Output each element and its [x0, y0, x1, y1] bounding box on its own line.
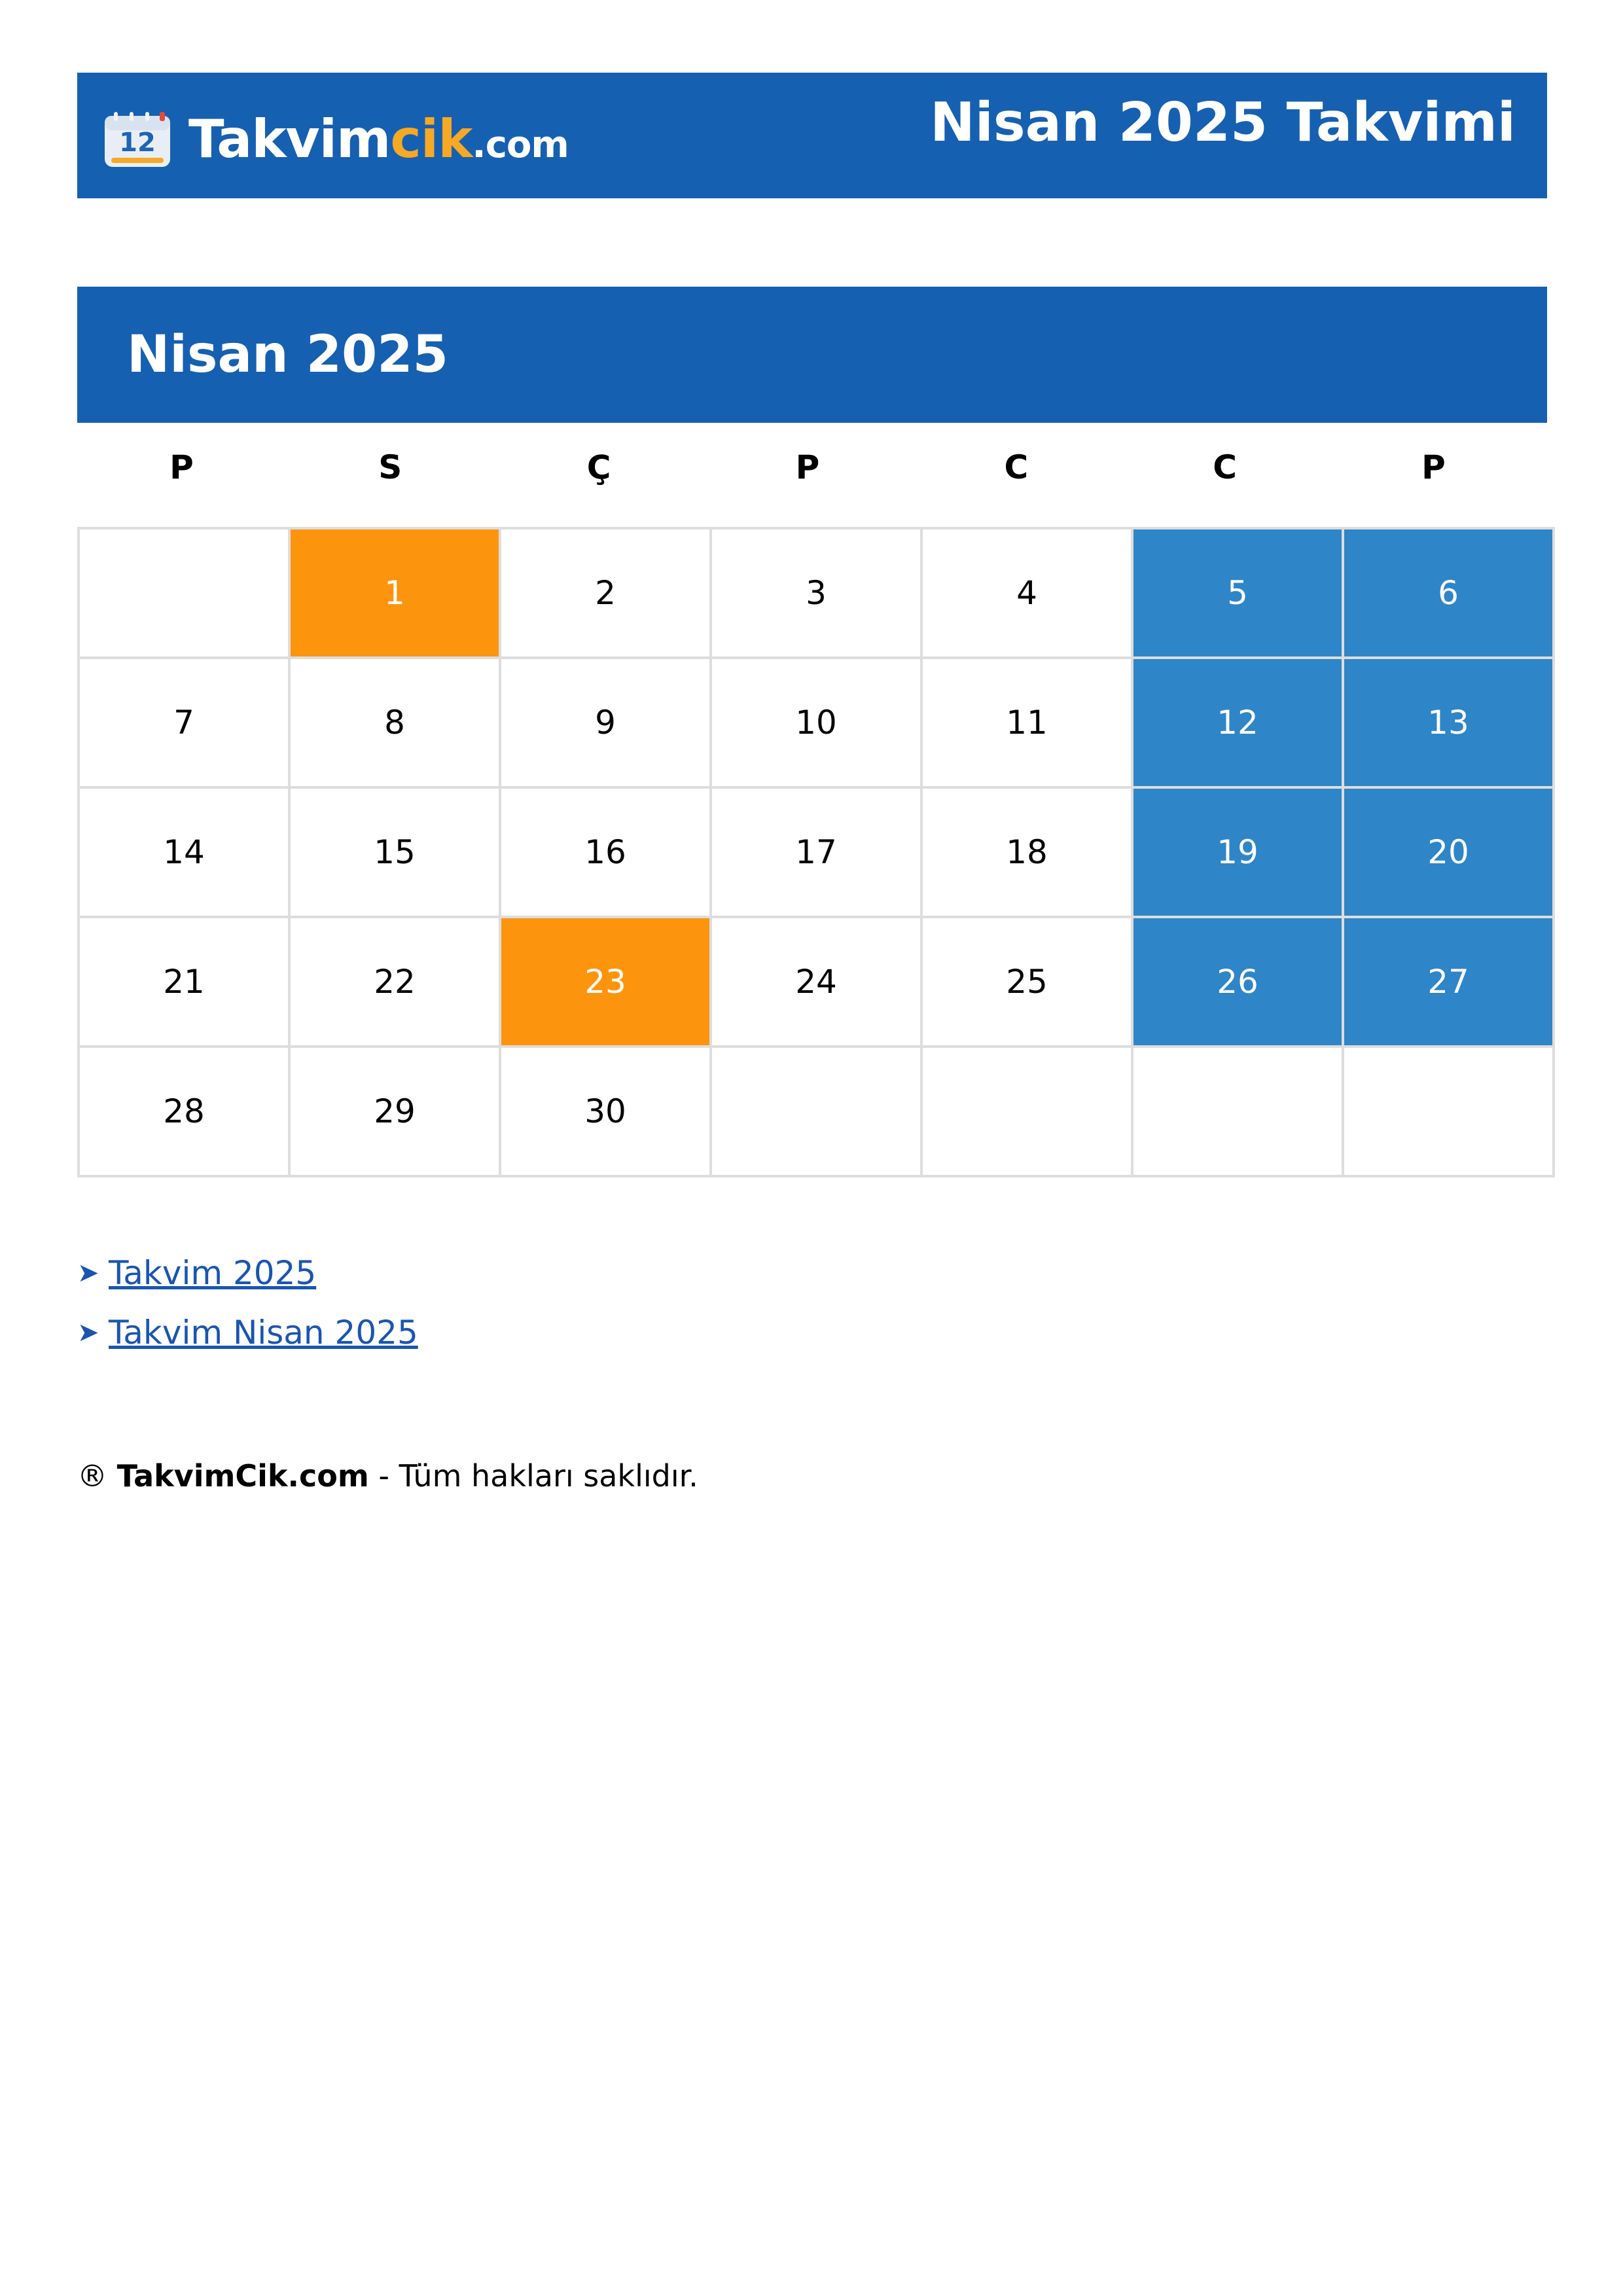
calendar-day[interactable]: 18 — [921, 787, 1132, 917]
footer — [77, 1458, 698, 1494]
calendar-week-row — [79, 1047, 1554, 1176]
calendar-day[interactable]: 17 — [711, 787, 921, 917]
weekday-label: C — [1213, 448, 1237, 486]
calendar-icon-number: 12 — [119, 128, 156, 158]
calendar-day-holiday[interactable]: 1 — [289, 528, 500, 658]
link-takvim-2025[interactable]: Takvim 2025 — [109, 1254, 317, 1292]
weekday-label: P — [169, 448, 194, 486]
weekday-label: P — [1421, 448, 1446, 486]
calendar-day-weekend[interactable]: 13 — [1343, 658, 1554, 787]
arrow-icon: ➤ — [77, 1318, 99, 1348]
weekday-label: S — [378, 448, 402, 486]
calendar-day[interactable]: 3 — [711, 528, 921, 658]
logo-wordmark — [188, 109, 569, 170]
calendar-day-weekend[interactable]: 20 — [1343, 787, 1554, 917]
calendar-day[interactable]: 11 — [921, 658, 1132, 787]
calendar-empty-cell — [79, 528, 289, 658]
calendar-day[interactable]: 7 — [79, 658, 289, 787]
calendar-day[interactable]: 15 — [289, 787, 500, 917]
footer-brand: TakvimCik.com — [116, 1458, 369, 1494]
calendar-day[interactable]: 29 — [289, 1047, 500, 1176]
registered-symbol: ® — [77, 1458, 107, 1494]
calendar-week-row — [79, 787, 1554, 917]
calendar-day-holiday[interactable]: 23 — [500, 917, 711, 1047]
list-item — [77, 1251, 418, 1295]
calendar-icon — [103, 111, 171, 168]
calendar-week-row — [79, 917, 1554, 1047]
logo-brand-main: Takvim — [188, 109, 391, 170]
related-links — [77, 1251, 418, 1371]
calendar-day-weekend[interactable]: 26 — [1132, 917, 1343, 1047]
logo-brand-suffix: .com — [472, 124, 569, 166]
calendar-day[interactable]: 9 — [500, 658, 711, 787]
calendar-empty-cell — [711, 1047, 921, 1176]
calendar-grid — [77, 527, 1555, 1177]
link-takvim-nisan-2025[interactable]: Takvim Nisan 2025 — [109, 1314, 418, 1352]
calendar-day[interactable]: 2 — [500, 528, 711, 658]
weekday-label: P — [795, 448, 820, 486]
month-header — [77, 287, 1547, 423]
calendar-day[interactable]: 14 — [79, 787, 289, 917]
weekday-label: Ç — [586, 448, 611, 486]
page-title: Nisan 2025 Takvimi — [930, 92, 1516, 154]
calendar-day[interactable]: 16 — [500, 787, 711, 917]
calendar-day[interactable]: 4 — [921, 528, 1132, 658]
calendar-week-row — [79, 528, 1554, 658]
month-title: Nisan 2025 — [127, 325, 448, 384]
logo-brand-accent: cik — [390, 109, 473, 170]
calendar-day-weekend[interactable]: 27 — [1343, 917, 1554, 1047]
footer-text: - Tüm hakları saklıdır. — [368, 1458, 698, 1494]
calendar-empty-cell — [1343, 1047, 1554, 1176]
calendar-day[interactable]: 28 — [79, 1047, 289, 1176]
calendar-day-weekend[interactable]: 12 — [1132, 658, 1343, 787]
site-logo[interactable] — [103, 107, 569, 172]
calendar-day[interactable]: 25 — [921, 917, 1132, 1047]
calendar-week-row — [79, 658, 1554, 787]
calendar-day[interactable]: 21 — [79, 917, 289, 1047]
calendar-day-weekend[interactable]: 6 — [1343, 528, 1554, 658]
page-header — [77, 73, 1547, 198]
calendar-day[interactable]: 22 — [289, 917, 500, 1047]
weekday-label: C — [1004, 448, 1029, 486]
calendar-day[interactable]: 8 — [289, 658, 500, 787]
weekday-header-row — [77, 448, 1538, 487]
arrow-icon: ➤ — [77, 1258, 99, 1288]
calendar-empty-cell — [921, 1047, 1132, 1176]
calendar-empty-cell — [1132, 1047, 1343, 1176]
calendar-day[interactable]: 30 — [500, 1047, 711, 1176]
list-item — [77, 1311, 418, 1354]
calendar-day[interactable]: 10 — [711, 658, 921, 787]
calendar-day-weekend[interactable]: 19 — [1132, 787, 1343, 917]
calendar-day-weekend[interactable]: 5 — [1132, 528, 1343, 658]
calendar-day[interactable]: 24 — [711, 917, 921, 1047]
